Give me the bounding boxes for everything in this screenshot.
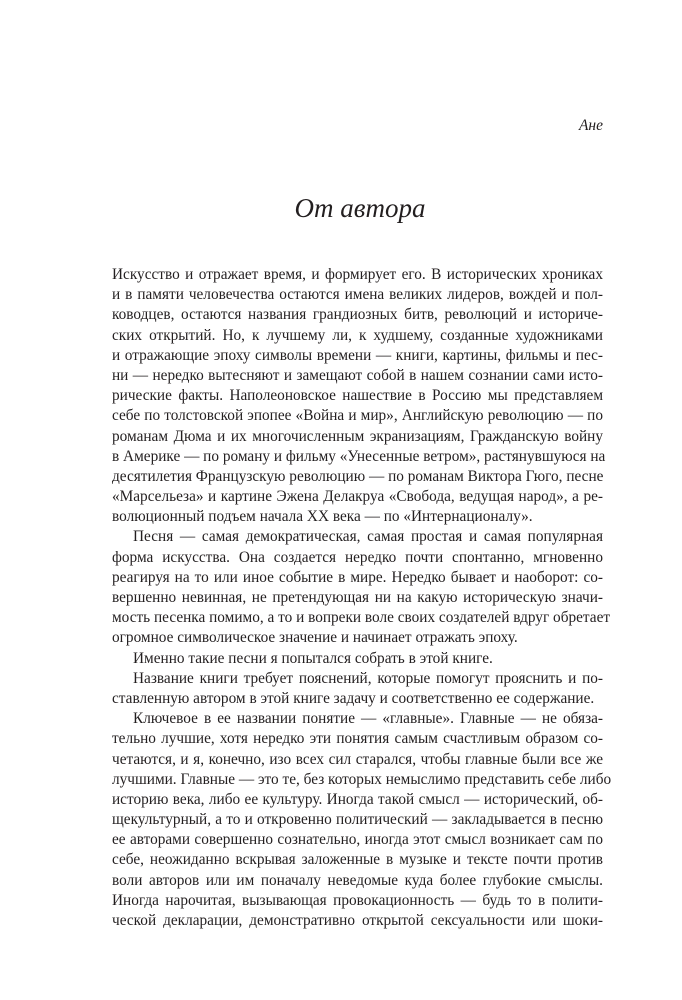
text-line: и отражающие эпоху символы времени — книги, картины, фильмы и пес- bbox=[112, 346, 603, 364]
text-line: рические факты. Наполеоновское нашествие в Россию мы представляем bbox=[112, 387, 603, 405]
text-line: ни — нередко вытесняют и замещают собой в нашем сознании сами исто- bbox=[112, 366, 603, 384]
text-line: Ключевое в ее названии понятие — «главные». Главные — не обяза- bbox=[133, 710, 603, 728]
text-line: себе по толстовской эпопее «Война и мир», Английскую революцию — по bbox=[112, 407, 603, 425]
text-line: щекультурный, а то и откровенно политический — закладывается в песню bbox=[112, 811, 603, 829]
text-line: мость песенка помимо, а то и вопреки воле своих создателей вдруг обретает bbox=[112, 609, 611, 627]
text-line: реагируя на то или иное событие в мире. Нередко бывает и наоборот: со- bbox=[112, 568, 603, 586]
dedication: Ане bbox=[578, 117, 603, 134]
text-line: ческой декларации, демонстративно открытой сексуальности или шоки- bbox=[112, 912, 603, 929]
text-line: ководцев, остаются названия грандиозных битв, революций и историче- bbox=[112, 306, 603, 324]
text-line: форма искусства. Она создается нередко почти спонтанно, мгновенно bbox=[112, 548, 603, 566]
text-line: Название книги требует пояснений, которые помогут прояснить и по- bbox=[133, 669, 603, 687]
text-line: лучшими. Главные — это те, без которых немыслимо представить себе либо bbox=[112, 770, 612, 788]
chapter-title: От автора bbox=[294, 193, 426, 223]
text-line: воли авторов или им поначалу неведомые куда более глубокие смыслы. bbox=[112, 871, 603, 889]
body-text bbox=[112, 265, 612, 931]
paragraph bbox=[112, 527, 611, 648]
text-line: в Америке — по роману и фильму «Унесенные ветром», растянувшуюся на bbox=[112, 447, 606, 465]
text-line: себе, неожиданно вскрывая заложенные в музыке и тексте почти против bbox=[112, 851, 603, 869]
text-line: Искусство и отражает время, и формирует его. В исторических хрониках bbox=[112, 266, 603, 283]
text-line: вершенно невинная, не претендующая ни на какую историческую значи- bbox=[112, 589, 603, 606]
text-line: ее авторами совершенно сознательно, иногда этот смысл возникает сам по bbox=[112, 831, 603, 849]
text-line: романам Дюма и их многочисленным экранизациям, Гражданскую войну bbox=[112, 427, 603, 445]
text-line: волюционный подъем начала XX века — по «Интернационалу». bbox=[112, 508, 533, 526]
text-line: тельно лучшие, хотя нередко эти понятия самым счастливым образом со- bbox=[112, 730, 603, 748]
text-line: «Марсельеза» и картине Эжена Делакруа «Свобода, ведущая народ», а ре- bbox=[112, 488, 603, 506]
text-line: и в памяти человечества остаются имена великих лидеров, вождей и пол- bbox=[112, 286, 603, 304]
text-line: ских открытий. Но, к лучшему ли, к худшему, созданные художниками bbox=[112, 326, 603, 344]
paragraph bbox=[112, 709, 612, 931]
text-line: Иногда нарочитая, вызывающая провокационность — будь то в полити- bbox=[112, 891, 603, 909]
paragraph bbox=[112, 265, 606, 527]
text-line: Именно такие песни я попытался собрать в этой книге. bbox=[133, 649, 493, 667]
text-line: Песня — самая демократическая, самая простая и самая популярная bbox=[133, 528, 603, 546]
paragraph bbox=[112, 669, 603, 709]
text-line: ставленную автором в этой книге задачу и соответственно ее содержание. bbox=[112, 689, 595, 707]
paragraph bbox=[112, 649, 603, 669]
text-line: десятилетия Французскую революцию — по романам Виктора Гюго, песне bbox=[112, 467, 604, 485]
text-line: огромное символическое значение и начинает отражать эпоху. bbox=[112, 629, 518, 647]
text-line: четаются, и я, конечно, изо всех сил старался, чтобы главные были все же bbox=[112, 750, 603, 768]
text-line: историю века, либо ее культуру. Иногда такой смысл — исторический, об- bbox=[112, 790, 603, 808]
